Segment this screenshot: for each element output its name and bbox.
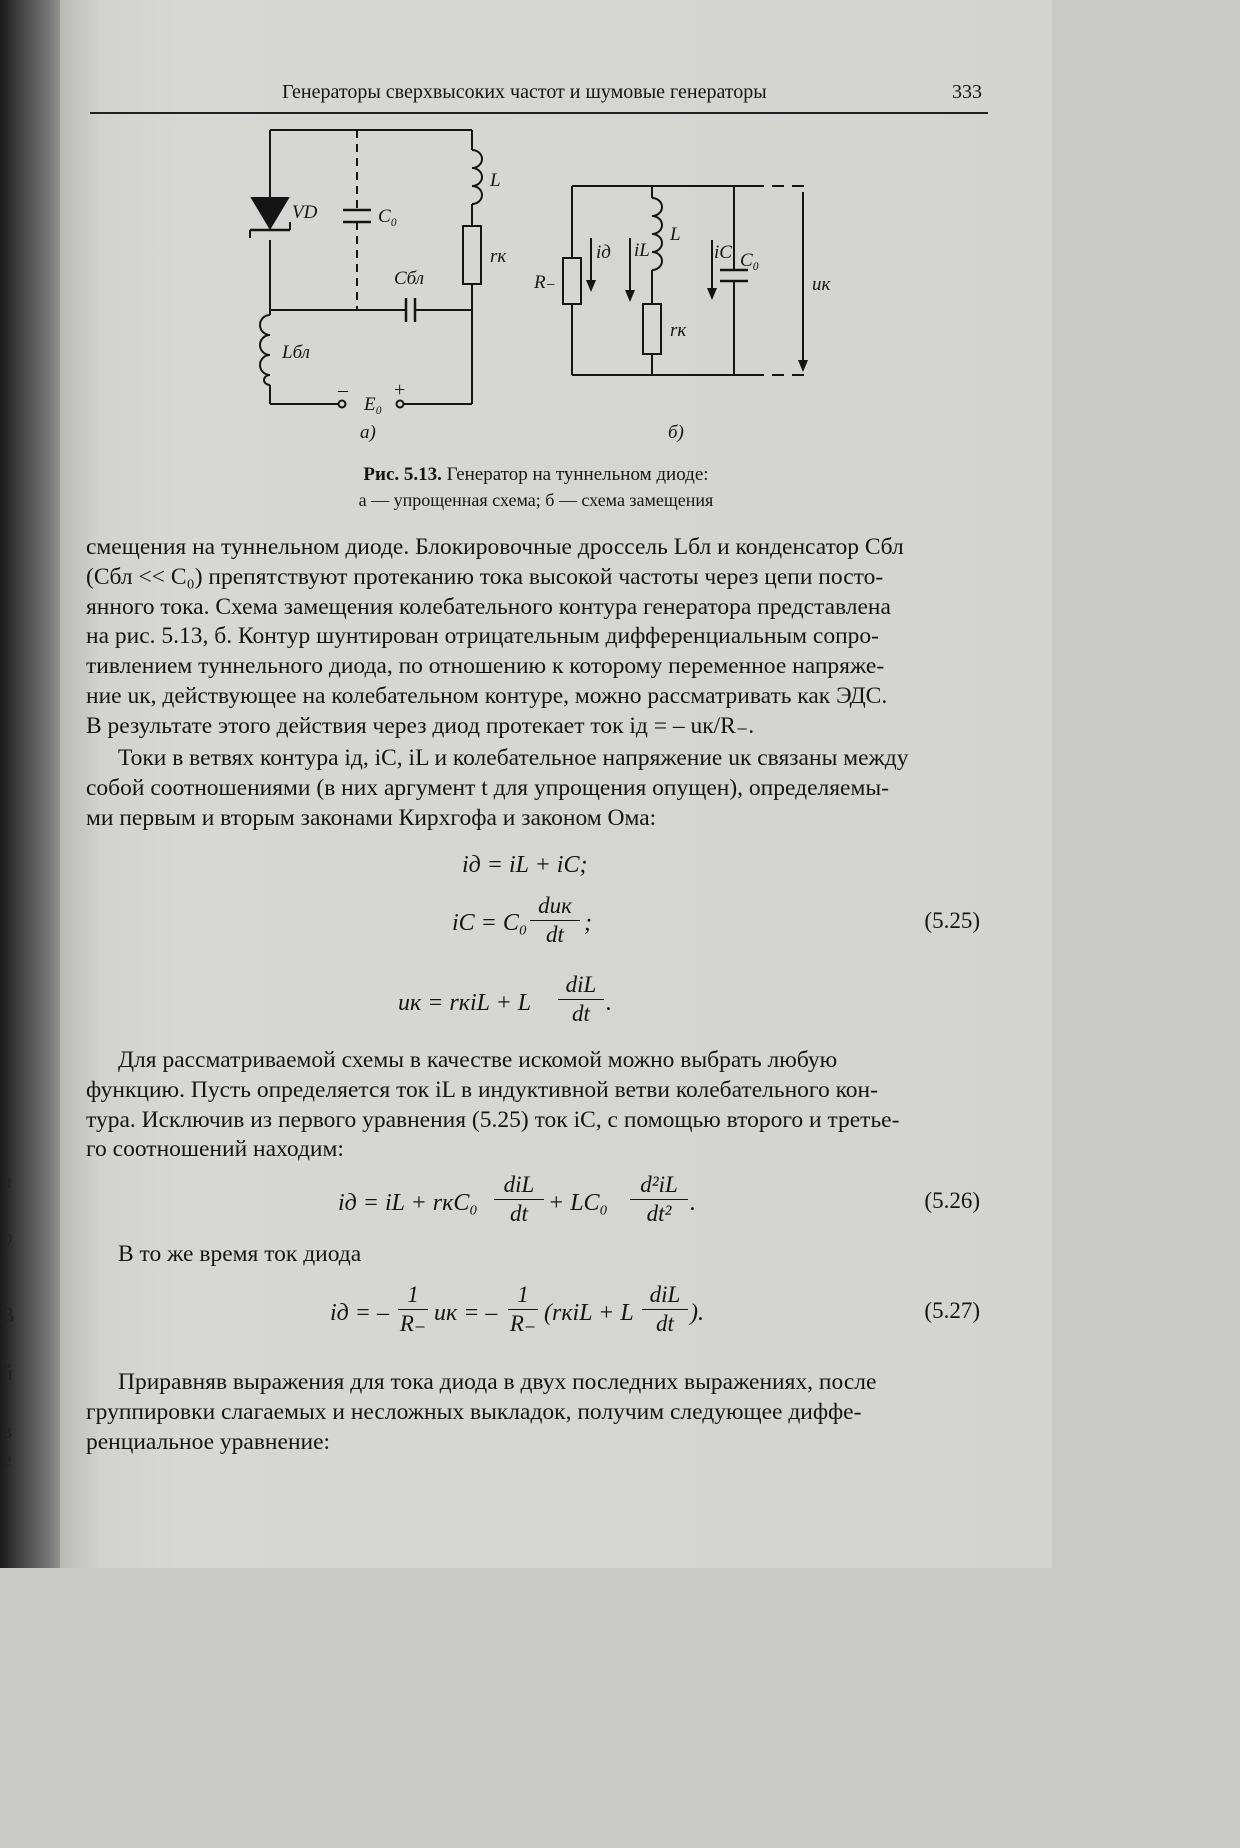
caption-title: Генератор на туннельном диоде: [441,464,709,485]
equation-5-25-line-2-lhs: iC = C₀ [452,910,528,936]
equation-punct: ). [690,1300,704,1326]
fraction [494,1172,544,1227]
label-r-neg: R₋ [534,272,556,293]
denominator: dt [510,1201,528,1226]
text-line: го соотношений находим: [86,1136,344,1163]
numerator: duк [538,893,572,918]
tag-b: б) [668,422,684,443]
equation-5-26-mid: + LC₀ [548,1190,608,1216]
circuit-b [563,186,810,375]
equation-punct: . [606,990,612,1016]
equation-5-25-line-3-lhs: uк = rкiL + L [398,990,532,1016]
text-line: собой соотношениями (в них аргумент t для упрощения опущен), определяемы- [86,774,889,801]
text-line: группировки слагаемых и несложных выкладок, получим следующее диффе- [86,1398,862,1425]
label-l: L [490,170,501,191]
label-c0: C₀ [378,206,398,227]
text-line: Токи в ветвях контура iд, iC, iL и колебательное напряжение uк связаны между [118,745,909,771]
circuit-a [250,130,482,408]
equation-number-5-27: (5.27) [924,1298,980,1323]
numerator: diL [503,1172,535,1197]
page-number: 333 [952,81,982,103]
label-rk-b: rк [670,320,687,341]
paragraph-1 [86,533,982,742]
figure-5-13 [0,0,1052,520]
equation-5-25-line-1: iд = iL + iC; [462,852,588,878]
equation-number-5-26: (5.26) [924,1188,980,1213]
numerator: diL [649,1282,681,1307]
edge-letter: В [0,1302,15,1327]
numerator: 1 [517,1282,529,1307]
text-line: на рис. 5.13, б. Контур шунтирован отрицательным дифференциальным сопро- [86,623,880,650]
label-uk: uк [812,274,831,295]
label-e0: E₀ [364,394,383,415]
equation-5-27-mid-1: uк = – [434,1300,498,1326]
figure-caption-sub: а — упрощенная схема; б — схема замещения [358,490,714,510]
label-cbl: Cбл [394,268,425,289]
running-header-title: Генераторы сверхвысоких частот и шумовые генераторы [282,81,767,103]
paragraph-2 [86,744,982,833]
label-id: iд [596,242,611,263]
denominator: dt [572,1001,590,1026]
text-line: Для рассматриваемой схемы в качестве искомой можно выбрать любую [118,1047,838,1073]
edge-letter: е [2,1446,12,1471]
text-line: тивлением туннельного диода, по отношению к которому переменное напряже- [86,653,885,680]
tag-a: а) [360,422,376,443]
equation-punct: . [690,1190,696,1216]
fraction [508,1282,538,1337]
paragraph-4 [86,1240,982,1270]
equation-5-27-mid-2: (rкiL + L [544,1300,634,1326]
circuit-a-labels [281,170,507,443]
equation-5-26-lhs: iд = iL + rкC₀ [338,1190,478,1216]
circuit-b-arrowheads [586,280,808,372]
label-ic: iC [714,242,732,263]
edge-letter: р [1,1224,13,1249]
label-c0-b: C₀ [740,250,760,271]
text-line: Приравняв выражения для тока диода в двух последних выражениях, после [118,1369,877,1395]
equation-punct: ; [584,910,592,936]
label-plus: + [394,379,406,401]
equation-5-27-lhs: iд = – [330,1300,390,1326]
label-l-b: L [670,224,681,245]
figure-caption [86,464,986,486]
numerator: diL [565,972,597,997]
paragraph-5 [86,1368,982,1457]
label-vd: VD [292,202,318,223]
edge-letter: а [2,1168,12,1193]
label-rk: rк [490,246,507,267]
text-line: В результате этого действия через диод протекает ток iд = – uк/R₋. [86,712,755,739]
fraction [642,1282,688,1337]
text-line: ренциальное уравнение: [86,1428,331,1455]
fraction [530,893,580,948]
text-line: функцию. Пусть определяется ток iL в индуктивной ветви колебательного кон- [86,1076,878,1103]
text-line: В то же время ток диода [118,1241,362,1267]
paragraph-3 [86,1046,982,1165]
denominator: R₋ [509,1311,537,1336]
text-line: смещения на туннельном диоде. Блокировочные дроссель Lбл и конденсатор Cбл [86,534,904,560]
caption-label: Рис. 5.13. [363,464,442,485]
text-line: (Cбл << C₀) препятствуют протеканию тока высокой частоты через цепи посто- [86,563,884,590]
fraction [558,972,604,1027]
text-line: ми первым и вторым законами Кирхгофа и законом Ома: [86,804,657,831]
label-minus: – [338,379,348,401]
denominator: dt [546,922,564,947]
fraction [630,1172,688,1227]
denominator: R₋ [399,1311,427,1336]
numerator: 1 [407,1282,419,1307]
equation-number-5-25: (5.25) [924,908,980,933]
text-line: тура. Исключив из первого уравнения (5.25) ток iC, с помощью второго и третье- [86,1106,900,1133]
label-il: iL [634,240,650,261]
edge-letter: й [1,1360,13,1385]
edge-letter: в [1,1418,13,1443]
text-line: янного тока. Схема замещения колебательного контура генератора представлена [86,593,891,620]
circuit-b-labels [533,224,832,443]
denominator: dt [656,1311,674,1336]
numerator: d²iL [640,1172,678,1197]
fraction [398,1282,428,1337]
label-lbl: Lбл [282,342,310,363]
text-line: ние uк, действующее на колебательном контуре, можно рассматривать как ЭДС. [86,682,888,709]
denominator: dt² [646,1201,672,1226]
